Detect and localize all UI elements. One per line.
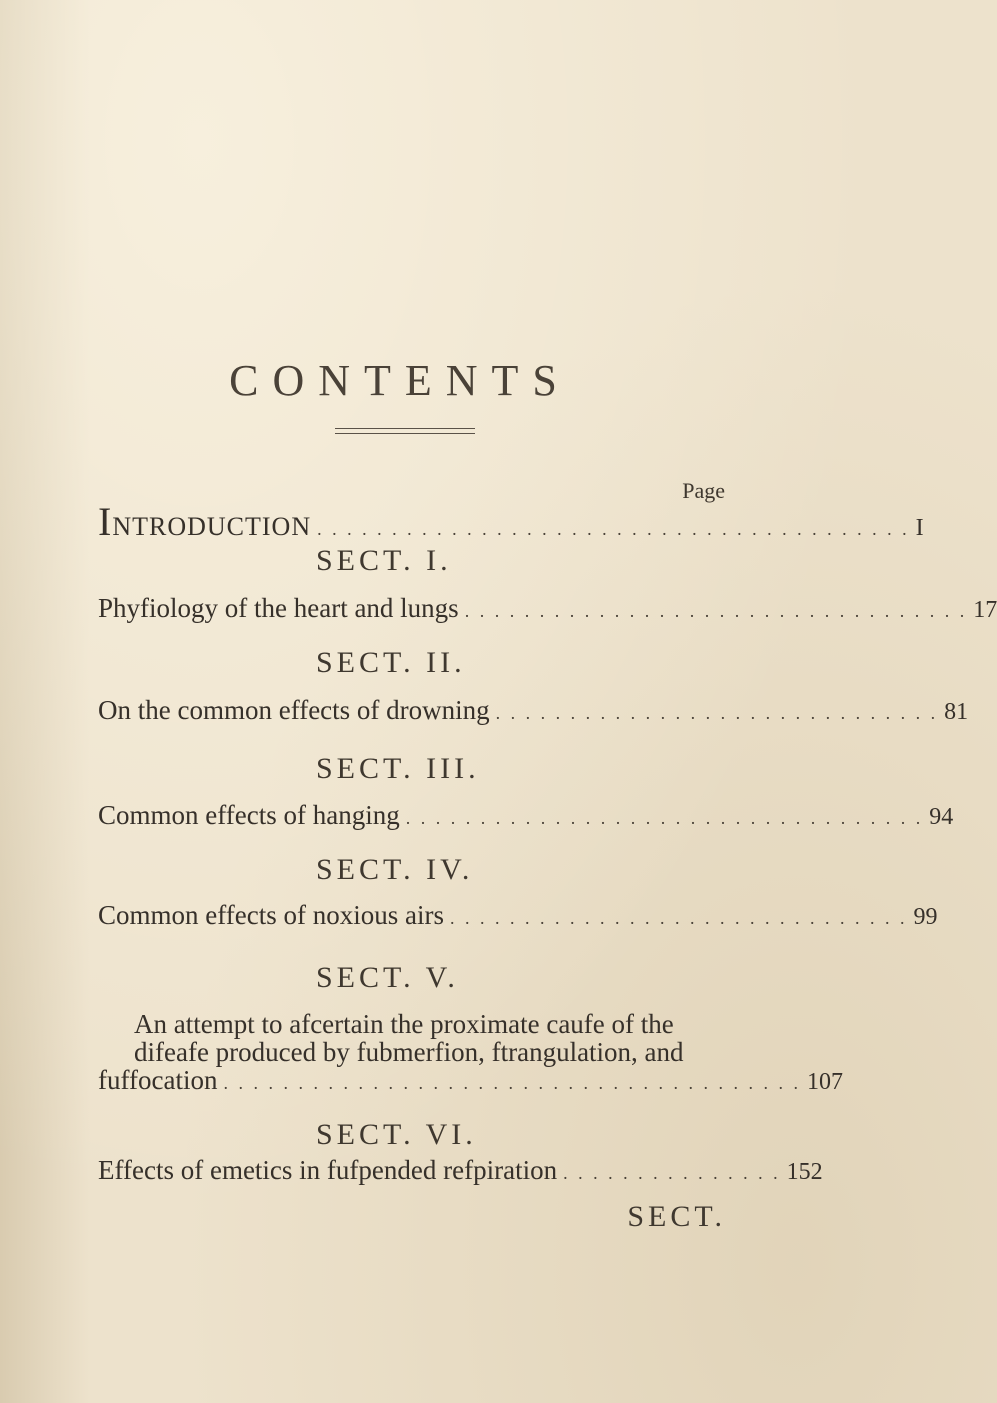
toc-entry-text <box>98 498 311 545</box>
toc-page-number: 152 <box>786 1159 823 1185</box>
toc-entry-1 <box>98 593 997 624</box>
section-heading-2: SECT. II. <box>316 646 466 679</box>
page-column-label: Page <box>682 478 725 503</box>
toc-entry-line: fuffocation <box>98 1065 218 1095</box>
title-rule-bottom <box>335 433 475 434</box>
toc-entry-text: Common effects of noxious airs <box>98 900 444 930</box>
toc-entry-text: Phyfiology of the heart and lungs <box>98 593 459 623</box>
toc-entry-6 <box>98 1155 823 1186</box>
entry-title: NTRODUCTION <box>112 512 312 541</box>
leader-dots: . . . . . . . . . . . . . . . . . . . . . . . . . . . . . . <box>495 703 939 723</box>
leader-dots: . . . . . . . . . . . . . . . . . . . . . . . . . . . . . . . <box>449 908 908 928</box>
toc-page-number: 81 <box>944 699 969 725</box>
section-heading-6: SECT. VI. <box>316 1118 477 1151</box>
toc-entry-text: On the common effects of drowning <box>98 695 490 725</box>
title-rule-top <box>335 428 475 429</box>
catchword: SECT. <box>627 1200 726 1233</box>
leader-dots: . . . . . . . . . . . . . . . . . . . . . . . . . . . . . . . . . . . . . . . <box>223 1073 801 1093</box>
section-heading-1: SECT. I. <box>316 544 452 577</box>
drop-letter: I <box>98 499 113 544</box>
page-title: CONTENTS <box>229 356 571 405</box>
toc-entry-last-line <box>98 1065 843 1097</box>
toc-page-number: 107 <box>806 1069 843 1095</box>
toc-page-number: 99 <box>913 904 938 930</box>
toc-entry-5 <box>98 1009 843 1097</box>
section-heading-3: SECT. III. <box>316 752 480 785</box>
toc-page-number: I <box>915 515 924 541</box>
toc-entry-text: Common effects of hanging <box>98 800 400 830</box>
leader-dots: . . . . . . . . . . . . . . . . . . . . . . . . . . . . . . . . . . . . . . . . <box>317 519 910 539</box>
toc-page-number: 17 <box>973 597 997 623</box>
toc-entry-introduction <box>98 498 924 545</box>
leader-dots: . . . . . . . . . . . . . . . . . . . . . . . . . . . . . . . . . . . <box>405 808 924 828</box>
toc-entry-line: An attempt to afcertain the proximate caufe of the <box>134 1009 674 1039</box>
section-heading-4: SECT. IV. <box>316 853 474 886</box>
section-heading-5: SECT. V. <box>316 961 459 994</box>
toc-entry-4 <box>98 900 938 931</box>
leader-dots: . . . . . . . . . . . . . . . . . . . . . . . . . . . . . . . . . . <box>464 601 968 621</box>
leader-dots: . . . . . . . . . . . . . . . <box>563 1163 781 1183</box>
toc-entry-3 <box>98 800 954 831</box>
toc-page-number: 94 <box>929 804 954 830</box>
toc-entry-line: difeafe produced by fubmerfion, ftrangulation, and <box>134 1037 684 1067</box>
toc-entry-2 <box>98 695 969 726</box>
toc-entry-text: Effects of emetics in fufpended refpiration <box>98 1155 558 1185</box>
